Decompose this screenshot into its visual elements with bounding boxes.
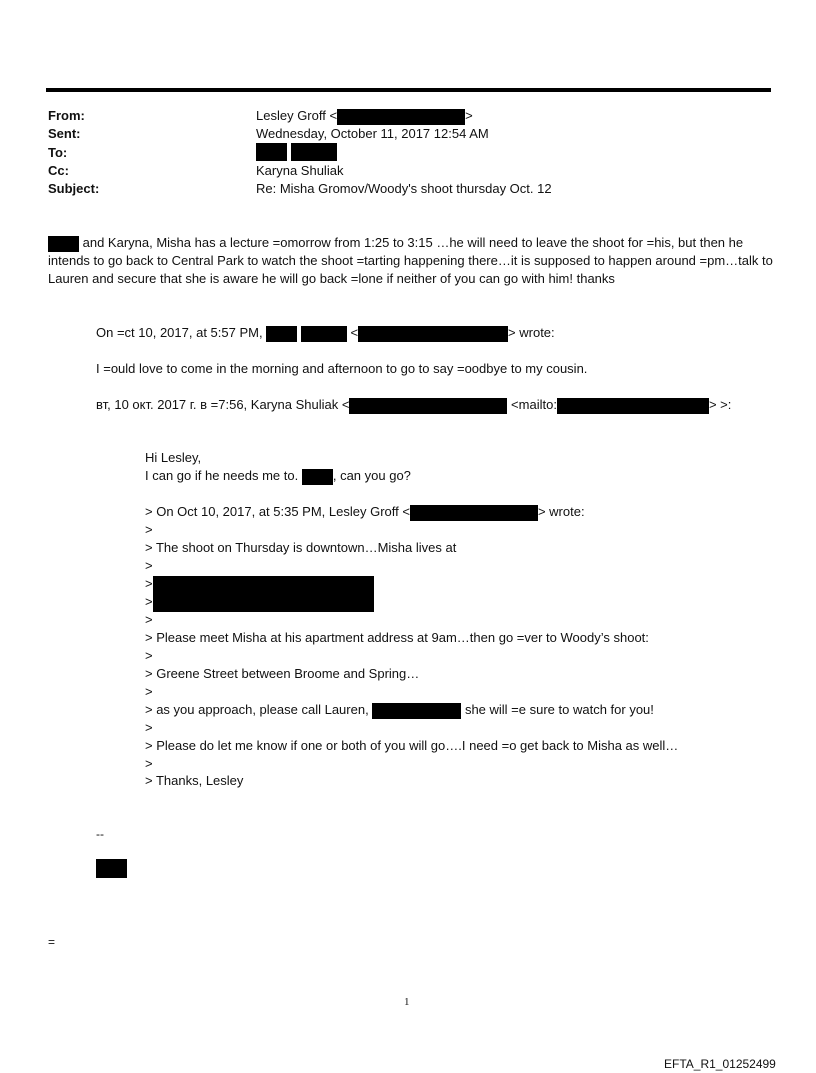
quote-line: > Please meet Misha at his apartment address at 9am…then go =ver to Woody’s shoot: (145, 630, 649, 645)
redaction-box (337, 109, 465, 125)
quote-greeting: Hi Lesley, (145, 450, 202, 465)
quote-suffix: > wrote: (537, 504, 585, 519)
quote-lt: < (350, 325, 359, 340)
quote-line (145, 702, 654, 719)
quote-header-3 (145, 504, 585, 521)
redaction-box (358, 326, 508, 342)
page-number: 1 (404, 996, 410, 1008)
paragraph-text: and Karyna, Misha has a lecture =omorrow from 1:25 to 3:15 …he will need to leave the shoot for =his, but then he intends to go back to Central Park to watch the shoot =tarting happening there…it is supposed to happen around =pm…talk to Lauren and secure that she is aware he will go back =lone if neither of you can go with him! thanks (48, 235, 773, 286)
message-paragraph (48, 234, 778, 288)
redaction-box (302, 469, 333, 485)
quote-mailto: <mailto: (511, 397, 557, 412)
quote-text-1: I =ould love to come in the morning and afternoon to go to say =oodbye to my cousin. (96, 361, 588, 376)
redaction-box (349, 398, 507, 414)
redaction-box (557, 398, 709, 414)
redaction-box (266, 326, 297, 342)
redaction-box (301, 326, 347, 342)
redaction-box (153, 576, 374, 612)
quote-header-1 (96, 325, 555, 342)
from-label: From: (48, 108, 85, 123)
quote-text: she will =e sure to watch for you! (464, 702, 654, 717)
quote-line: > The shoot on Thursday is downtown…Misha lives at (145, 540, 457, 555)
to-value (256, 143, 337, 161)
quote-line (145, 468, 411, 485)
redaction-box (410, 505, 538, 521)
redaction-box (96, 859, 127, 878)
quote-prefix: вт, 10 окт. 2017 г. в =7:56, Karyna Shuliak < (96, 397, 350, 412)
quote-suffix: > wrote: (508, 325, 555, 340)
document-id: EFTA_R1_01252499 (664, 1057, 776, 1071)
trailing-equals: = (48, 935, 56, 949)
quote-text: I can go if he needs me to. (145, 468, 299, 483)
from-value (256, 108, 473, 125)
header-rule (46, 88, 771, 92)
redaction-box (372, 703, 461, 719)
quote-line: > Thanks, Lesley (145, 773, 244, 788)
quote-gt: > (145, 612, 153, 627)
quote-suffix: > >: (708, 397, 732, 412)
cc-value: Karyna Shuliak (256, 163, 344, 178)
from-tail: > (465, 108, 473, 123)
quote-gt: > (145, 594, 153, 609)
subject-value: Re: Misha Gromov/Woody's shoot thursday Oct. 12 (256, 181, 552, 196)
sent-label: Sent: (48, 126, 81, 141)
quote-prefix: > On Oct 10, 2017, at 5:35 PM, Lesley Groff < (145, 504, 410, 519)
sent-value: Wednesday, October 11, 2017 12:54 AM (256, 126, 489, 141)
quote-gt: > (145, 756, 153, 771)
from-name: Lesley Groff < (256, 108, 338, 123)
quote-gt: > (145, 576, 153, 591)
quote-gt: > (145, 558, 153, 573)
quote-line: > Greene Street between Broome and Spring… (145, 666, 420, 681)
signature-separator: -- (96, 827, 104, 841)
quote-text: , can you go? (332, 468, 411, 483)
quote-prefix: On =ct 10, 2017, at 5:57 PM, (96, 325, 263, 340)
quote-gt: > (145, 684, 153, 699)
quote-gt: > (145, 720, 153, 735)
cc-label: Cc: (48, 163, 69, 178)
redaction-box (48, 236, 79, 252)
quote-gt: > (145, 522, 153, 537)
redaction-box (291, 143, 337, 161)
quote-gt: > (145, 648, 153, 663)
redaction-box (256, 143, 287, 161)
quote-line: > Please do let me know if one or both of you will go….I need =o get back to Misha as well… (145, 738, 679, 753)
quote-text: > as you approach, please call Lauren, (145, 702, 369, 717)
to-label: To: (48, 145, 68, 160)
quote-header-2 (96, 397, 731, 414)
subject-label: Subject: (48, 181, 100, 196)
